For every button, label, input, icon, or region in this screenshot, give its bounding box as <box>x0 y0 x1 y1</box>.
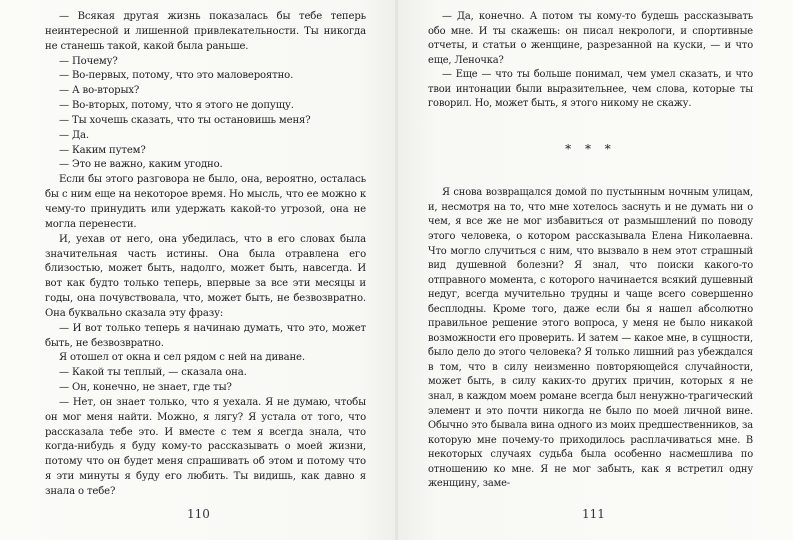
paragraph: — Ты хочешь сказать, что ты остановишь меня? <box>59 114 311 126</box>
paragraph: — Каким путем? <box>59 144 146 156</box>
book-spine <box>395 0 398 540</box>
paragraph: — Он, конечно, не знает, где ты? <box>59 382 232 394</box>
page-number-right: 111 <box>582 507 605 521</box>
paragraph: Я отошел от окна и сел рядом с ней на диване. <box>59 352 305 364</box>
paragraph: — Да, конечно. А потом ты кому-то будешь рассказывать обо мне. И ты скажешь: он писал некрологи, и спортивные отчеты, и статьи о женщине, разрезанной на куски, — и что еще, Леночка? <box>428 11 753 66</box>
right-page-text <box>428 10 753 492</box>
paragraph: И, уехав от него, она убедилась, что в его словах была значительная часть истины. Она была отравлена его близостью, может быть, надолго, может быть, навсегда. И вот как будто только теперь, впервые за все эти месяцы и годы, она почувствовала, что, может быть, не безвозвратно. Она буквально сказала эту фразу: <box>45 233 366 319</box>
paragraph: — И вот только теперь я начинаю думать, что это, может быть, не безвозвратно. <box>45 322 366 349</box>
paragraph: — Да. <box>59 129 89 141</box>
paragraph: — Во-первых, потому, что это маловероятно. <box>59 70 294 82</box>
paragraph: — Всякая другая жизнь показалась бы тебе теперь неинтересной и лишенной привлекательности. Ты никогда не станешь такой, какой была раньше. <box>45 11 366 52</box>
paragraph: — Это не важно, каким угодно. <box>59 159 223 171</box>
paragraph: — А во-вторых? <box>59 85 140 97</box>
paragraph: Я снова возвращался домой по пустынным ночным улицам, и, несмотря на то, что мне хотелось заснуть и не думать ни о чем, я все же не мог избавиться от размышлений по поводу этого человека, о котором рассказывала Елена Николаевна. Что могло случиться с ним, что вызвало в нем этот страшный вид душевной болезни? Я знал, что поиски какого-то отправного момента, с которого начинается всякий душевный недуг, всегда мучительно трудны и чаще всего совершенно бесплодны. Кроме того, даже если бы я нашел абсолютно правильное решение этого вопроса, у меня не было никакой возможности его проверить. И затем — какое мне, в сущности, было дело до этого человека? Я только лишний раз убеждался в том, что в силу неизменно повторяющейся случайности, может быть, в силу каких-то других причин, которых я не знал, в каждом моем романе всегда был ненужно-трагический элемент и это почти никогда не было по моей личной вине. Обычно это бывала вина одного из моих предшественников, за которую мне почему-то приходилось расплачиваться мне. В некоторых случаях судьба была особенно насмешлива по отношению ко мне. Я не мог забыть, как я встретил одну женщину, заме- <box>428 187 753 490</box>
paragraph: — Нет, он знает только, что я уехала. Я не думаю, чтобы он мог меня найти. Можно, я лягу? Я устала от того, что рассказала тебе это. И вместе с тем я всегда знала, что когда-нибудь я буду кому-то рассказывать о моей жизни, потому что он будет меня спрашивать об этом и потому что я эти минуты я буду его любить. Ты видишь, как давно я знала о тебе? <box>45 396 366 497</box>
paragraph: — Почему? <box>59 55 118 67</box>
left-page-text <box>45 10 366 500</box>
paragraph: — Какой ты теплый, — сказала она. <box>59 367 247 379</box>
section-separator: * * * <box>565 141 616 156</box>
paragraph: Если бы этого разговора не было, она, вероятно, осталась бы с ним еще на некоторое время. Но мысль, что ее можно к чему-то принудить или удержать какой-то угрозой, она не могла перенести. <box>45 174 366 230</box>
paragraph: — Во-вторых, потому, что я этого не допущу. <box>59 100 294 112</box>
page-number-left: 110 <box>187 507 210 521</box>
paragraph: — Еще — что ты больше понимал, чем умел сказать, и что твои интонации были выразительнее, чем слова, которые ты говорил. Но, может быть, я этого никому не скажу. <box>428 69 753 110</box>
